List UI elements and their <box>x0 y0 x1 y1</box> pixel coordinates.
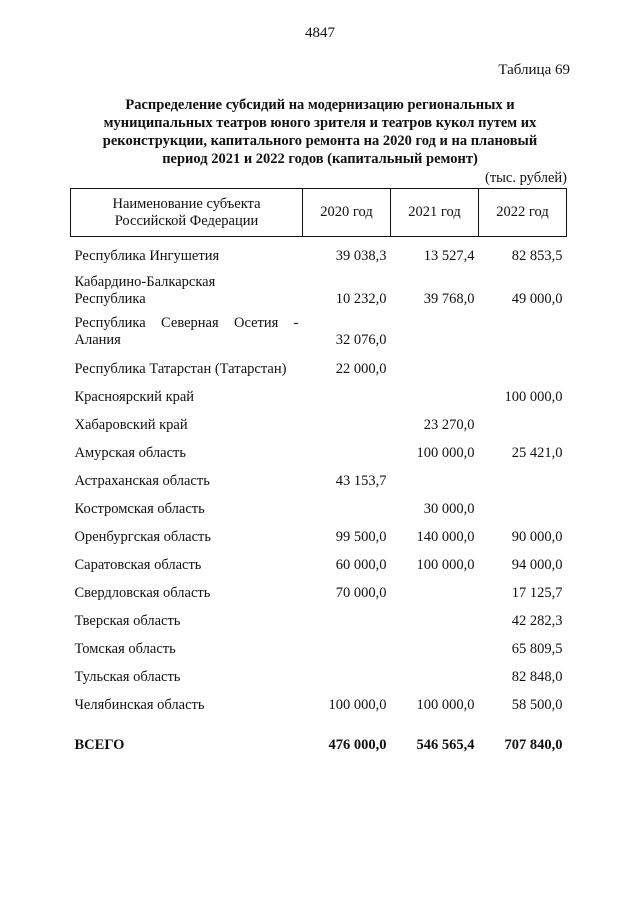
value-2022: 82 853,5 <box>511 248 563 264</box>
value-2020 <box>303 662 391 690</box>
value-2021: 100 000,0 <box>416 445 475 461</box>
region-name-word: Осетия <box>234 315 279 331</box>
value-2022: 17 125,7 <box>511 585 563 601</box>
region-name-line1: Кабардино-Балкарская <box>74 274 216 290</box>
region-name: Тверская область <box>74 613 181 629</box>
value-2021: 140 000,0 <box>416 529 475 545</box>
value-2022 <box>479 494 567 522</box>
header-2021: 2021 год <box>391 189 479 237</box>
table-row <box>71 382 567 410</box>
value-2020 <box>303 410 391 438</box>
subsidies-table <box>70 188 567 758</box>
value-2020: 100 000,0 <box>328 697 387 713</box>
document-title: Распределение субсидий на модернизацию региональных и муниципальных театров юного зрителя и театров кукол путем их реконструкции, капитального ремонта на 2020 год и на плановый период 2021 и 2022 годов (капитальный ремонт) <box>102 97 538 167</box>
value-2021 <box>391 606 479 634</box>
table-row <box>71 237 567 273</box>
value-2021 <box>391 578 479 606</box>
table-row <box>71 410 567 438</box>
value-2022 <box>479 466 567 494</box>
value-2020: 70 000,0 <box>335 585 387 601</box>
value-2022: 49 000,0 <box>511 291 563 307</box>
value-2021: 13 527,4 <box>423 248 475 264</box>
region-name: Свердловская область <box>74 585 211 601</box>
total-row <box>71 718 567 758</box>
total-2022: 707 840,0 <box>504 737 563 753</box>
region-name: Томская область <box>74 641 176 657</box>
value-2022 <box>479 354 567 382</box>
value-2022: 58 500,0 <box>511 697 563 713</box>
units-label: (тыс. рублей) <box>485 170 567 186</box>
value-2021 <box>391 634 479 662</box>
region-name: Красноярский край <box>74 389 195 405</box>
table-row <box>71 494 567 522</box>
value-2020: 10 232,0 <box>335 291 387 307</box>
region-name: Тульская область <box>74 669 181 685</box>
table-row <box>71 690 567 718</box>
value-2020: 22 000,0 <box>335 361 387 377</box>
region-name: Астраханская область <box>74 473 210 489</box>
region-name <box>71 313 303 354</box>
table-row <box>71 438 567 466</box>
header-2022: 2022 год <box>479 189 567 237</box>
value-2022: 65 809,5 <box>511 641 563 657</box>
table-row <box>71 272 567 313</box>
table-row <box>71 634 567 662</box>
table-row <box>71 466 567 494</box>
value-2021 <box>391 313 479 354</box>
value-2022: 42 282,3 <box>511 613 563 629</box>
value-2022 <box>479 410 567 438</box>
region-name: Оренбургская область <box>74 529 212 545</box>
value-2021: 100 000,0 <box>416 697 475 713</box>
region-name-word: Северная <box>161 315 219 331</box>
value-2021: 39 768,0 <box>423 291 475 307</box>
value-2020 <box>303 634 391 662</box>
value-2022: 25 421,0 <box>511 445 563 461</box>
total-label: ВСЕГО <box>74 737 125 753</box>
value-2021: 100 000,0 <box>416 557 475 573</box>
region-name: Республика Ингушетия <box>74 248 220 264</box>
total-2020: 476 000,0 <box>328 737 387 753</box>
value-2020 <box>303 382 391 410</box>
table-row <box>71 522 567 550</box>
region-name-line1 <box>75 315 299 332</box>
region-name: Челябинская область <box>74 697 205 713</box>
region-name <box>71 272 303 313</box>
value-2020: 39 038,3 <box>335 248 387 264</box>
region-name-word: - <box>293 315 299 331</box>
header-2020: 2020 год <box>303 189 391 237</box>
value-2021 <box>391 466 479 494</box>
region-name-line2: Республика <box>74 291 146 307</box>
region-name: Амурская область <box>74 445 186 461</box>
value-2020: 99 500,0 <box>335 529 387 545</box>
header-region-line2: Российской Федерации <box>114 212 259 229</box>
table-header <box>71 189 567 237</box>
region-name: Хабаровский край <box>74 417 188 433</box>
region-name-line2: Алания <box>74 332 121 348</box>
region-name: Саратовская область <box>74 557 202 573</box>
header-region-name <box>71 189 303 237</box>
value-2021 <box>391 354 479 382</box>
value-2022: 100 000,0 <box>504 389 563 405</box>
value-2021 <box>391 662 479 690</box>
value-2022: 90 000,0 <box>511 529 563 545</box>
page-number: 4847 <box>305 25 335 41</box>
value-2022: 94 000,0 <box>511 557 563 573</box>
value-2022: 82 848,0 <box>511 669 563 685</box>
table-row <box>71 606 567 634</box>
value-2020 <box>303 606 391 634</box>
region-name-word: Республика <box>74 315 146 331</box>
value-2021: 23 270,0 <box>423 417 475 433</box>
value-2020 <box>303 494 391 522</box>
region-name: Костромская область <box>74 501 205 517</box>
value-2021 <box>391 382 479 410</box>
value-2020: 43 153,7 <box>335 473 387 489</box>
header-region-line1: Наименование субъекта <box>112 195 261 212</box>
value-2020: 60 000,0 <box>335 557 387 573</box>
table-row <box>71 550 567 578</box>
table-row <box>71 313 567 354</box>
region-name: Республика Татарстан (Татарстан) <box>74 361 287 377</box>
table-row <box>71 662 567 690</box>
value-2020 <box>303 438 391 466</box>
table-row <box>71 578 567 606</box>
table-label: Таблица 69 <box>498 62 570 78</box>
table-row <box>71 354 567 382</box>
value-2022 <box>479 313 567 354</box>
total-2021: 546 565,4 <box>416 737 475 753</box>
value-2021: 30 000,0 <box>423 501 475 517</box>
value-2020: 32 076,0 <box>335 332 387 348</box>
